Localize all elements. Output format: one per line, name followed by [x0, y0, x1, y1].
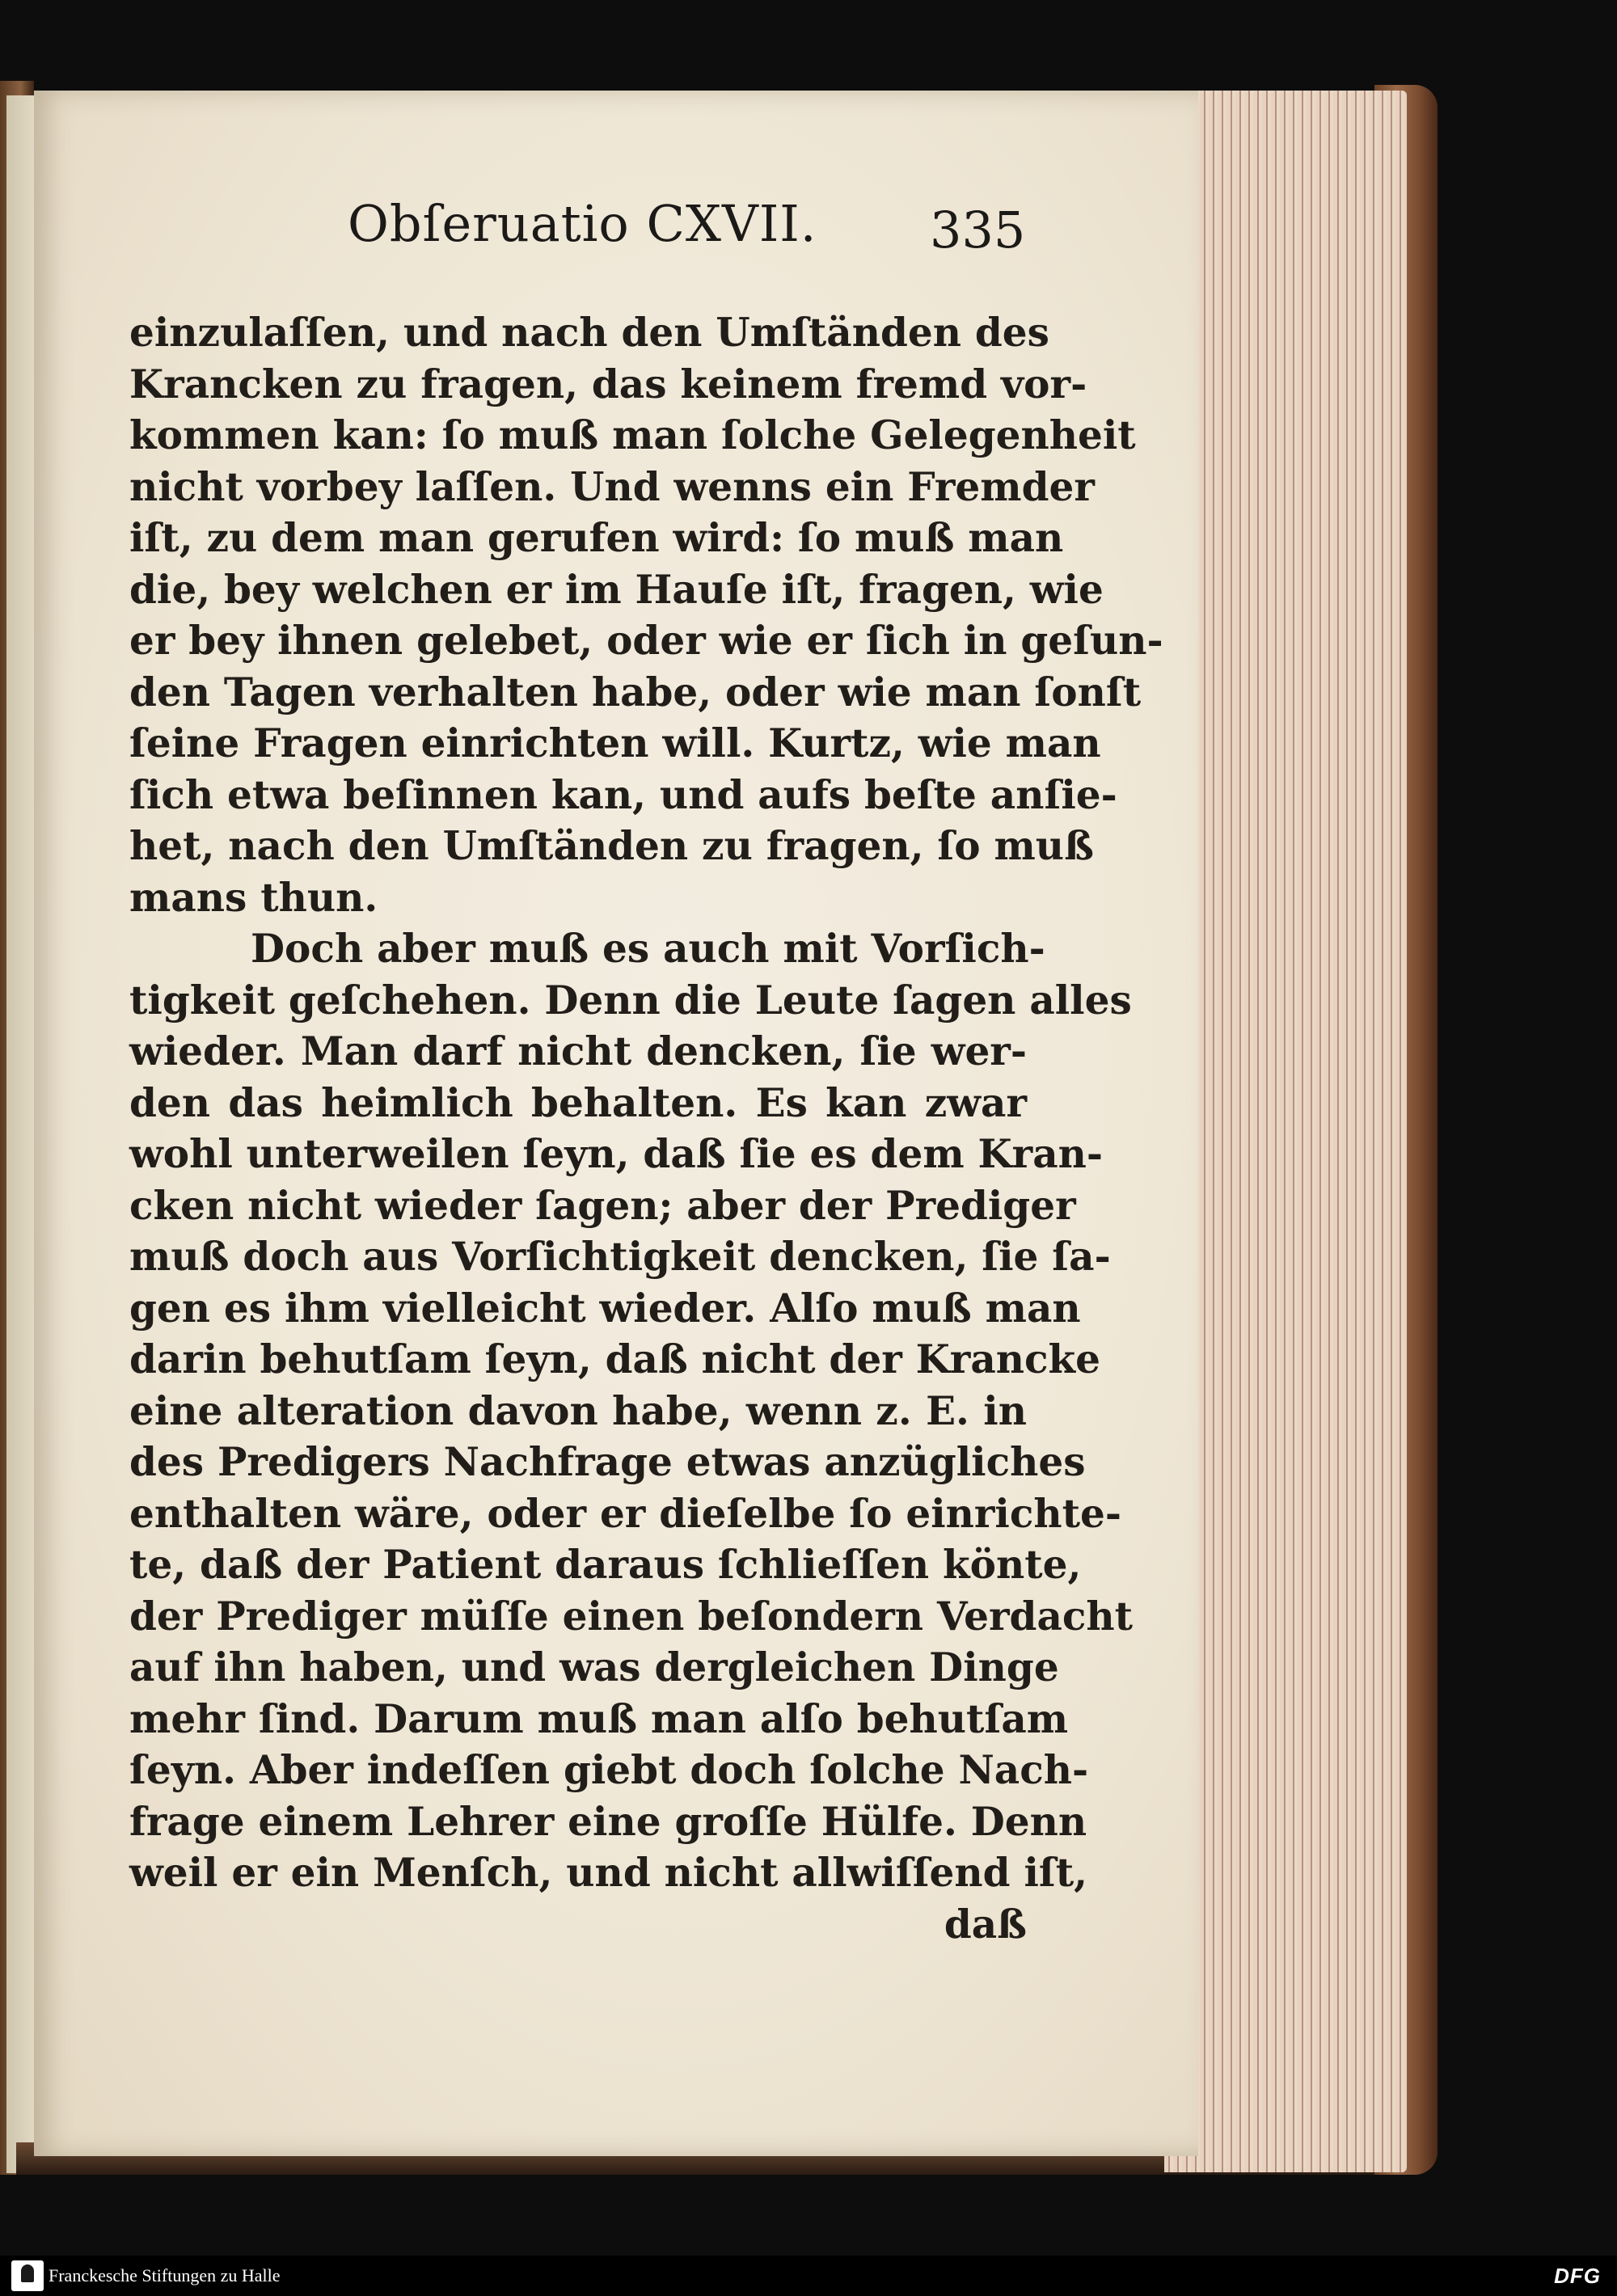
- text-line: ſeine Fragen einrichten will. Kurtz, wie man: [129, 720, 1101, 766]
- text-line: gen es ihm vielleicht wieder. Alſo muß man: [129, 1285, 1081, 1332]
- footer-institution[interactable]: Franckesche Stiftungen zu Halle: [49, 2265, 281, 2285]
- text-line: iſt, zu dem man gerufen wird: ſo muß man: [129, 515, 1064, 561]
- footer-bar: [0, 2256, 1617, 2296]
- text-line: mans thun.: [129, 874, 378, 921]
- text-line: Doch aber muß es auch mit Vorſich-: [251, 926, 1045, 972]
- text-line: ſich etwa beſinnen kan, und aufs beſte anſie-: [129, 771, 1117, 818]
- text-line: die, bey welchen er im Hauſe iſt, fragen, wie: [129, 566, 1104, 613]
- text-line: weil er ein Menſch, und nicht allwiſſend iſt,: [129, 1850, 1088, 1896]
- text-line: muß doch aus Vorſichtigkeit dencken, ſie ſa-: [129, 1234, 1111, 1280]
- text-line: het, nach den Umſtänden zu fragen, ſo muß: [129, 823, 1094, 869]
- text-line: Krancken zu fragen, das keinem fremd vor-: [129, 361, 1087, 407]
- text-line: tigkeit geſchehen. Denn die Leute ſagen alles: [129, 977, 1132, 1023]
- text-line: wohl unterweilen ſeyn, daß ſie es dem Kran-: [129, 1131, 1104, 1177]
- text-line: nicht vorbey laſſen. Und wenns ein Fremder: [129, 463, 1095, 510]
- catchword: daß: [944, 1901, 1027, 1948]
- page-body: [129, 307, 1163, 1950]
- dfg-badge: DFG: [1554, 2264, 1601, 2288]
- text-line: wieder. Man darf nicht dencken, ſie wer-: [129, 1028, 1027, 1074]
- text-line: den das heimlich behalten. Es kan zwar: [129, 1079, 1027, 1126]
- text-line: eine alteration davon habe, wenn z. E. in: [129, 1387, 1027, 1434]
- text-line: cken nicht wieder ſagen; aber der Prediger: [129, 1182, 1076, 1229]
- institution-logo-icon: [11, 2260, 44, 2291]
- text-line: auf ihn haben, und was dergleichen Dinge: [129, 1644, 1059, 1690]
- text-line: te, daß der Patient daraus ſchlieſſen könte,: [129, 1542, 1082, 1588]
- page-number: 335: [930, 200, 1026, 260]
- text-line: den Tagen verhalten habe, oder wie man ſonſt: [129, 669, 1142, 715]
- text-line: mehr ſind. Darum muß man alſo behutſam: [129, 1695, 1069, 1742]
- page-edges: [1164, 91, 1407, 2172]
- text-line: darin behutſam ſeyn, daß nicht der Krancke: [129, 1336, 1101, 1382]
- text-line: enthalten wäre, oder er dieſelbe ſo einrichte-: [129, 1490, 1122, 1537]
- text-line: frage einem Lehrer eine groſſe Hülfe. Denn: [129, 1798, 1087, 1845]
- text-line: ſeyn. Aber indeſſen giebt doch ſolche Nach-: [129, 1747, 1089, 1793]
- text-line: kommen kan: ſo muß man ſolche Gelegenheit: [129, 412, 1136, 458]
- text-line: der Prediger müſſe einen beſondern Verdacht: [129, 1593, 1134, 1640]
- text-line: einzulaſſen, und nach den Umſtänden des: [129, 310, 1049, 356]
- text-line: er bey ihnen gelebet, oder wie er ſich in geſun-: [129, 618, 1163, 664]
- page-title: Obſeruatio CXVII.: [348, 194, 817, 253]
- text-line: des Predigers Nachfrage etwas anzügliches: [129, 1439, 1086, 1485]
